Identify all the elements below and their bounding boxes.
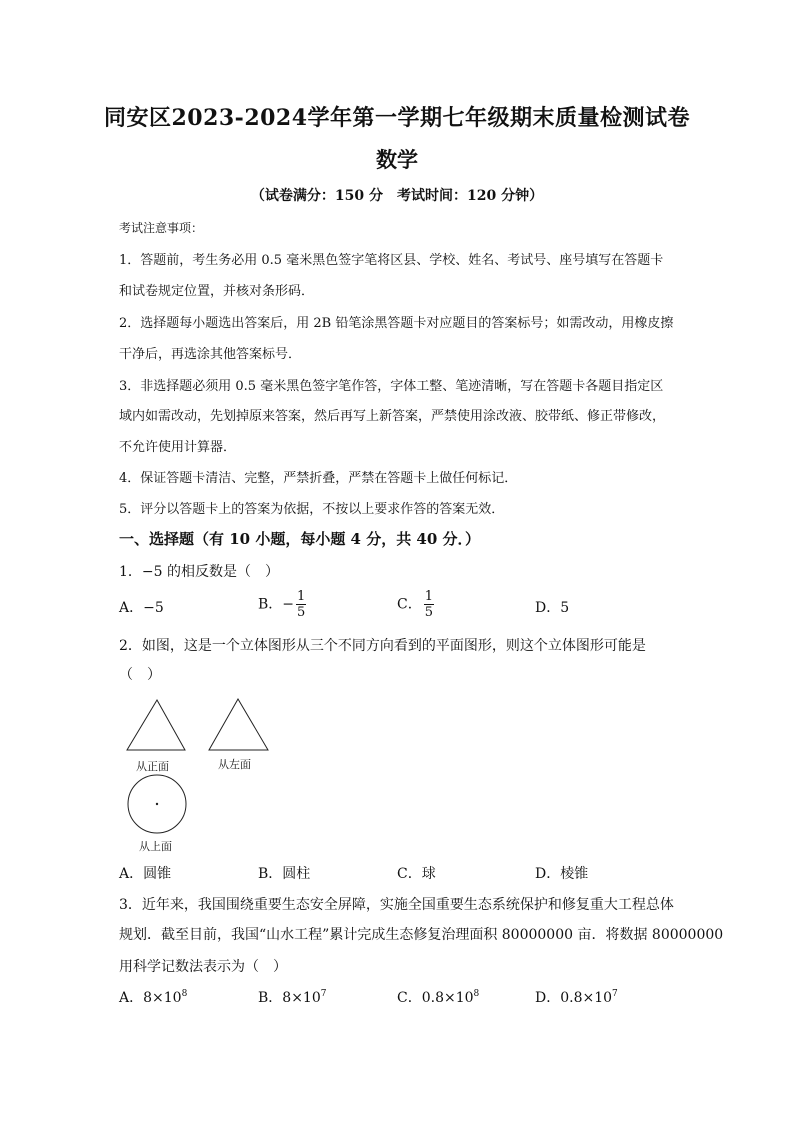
- note-line: 和试卷规定位置，并核对条形码．: [119, 284, 315, 299]
- subject-title: 数学: [376, 147, 418, 172]
- q1-option-a: A．−5: [119, 600, 164, 616]
- note-line: 4．保证答题卡清洁、完整，严禁折叠，严禁在答题卡上做任何标记．: [119, 471, 518, 486]
- section-title: 一、选择题（有 10 小题，每小题 4 分，共 40 分．）: [119, 530, 481, 548]
- fraction-numerator: 1: [297, 589, 306, 604]
- q2-option-b: B．圆柱: [258, 866, 311, 882]
- q2-option-a: A．圆锥: [119, 866, 172, 882]
- q3-option-d: [535, 987, 618, 1007]
- q3-option-d-base: D．0.8×10: [535, 990, 613, 1006]
- q1-option-c: [397, 589, 434, 620]
- note-line: 干净后，再选涂其他答案标号．: [119, 347, 302, 362]
- q3-option-c-base: C．0.8×10: [397, 990, 474, 1006]
- q1-option-b-fraction: [296, 589, 306, 620]
- exam-title: 同安区2023-2024学年第一学期七年级期末质量检测试卷: [103, 105, 691, 131]
- question-1-stem: 1．−5 的相反数是（ ）: [119, 564, 279, 580]
- question-2-paren: （ ）: [119, 667, 161, 683]
- q3-option-b-exponent: 7: [320, 989, 327, 999]
- q3-option-d-exponent: 7: [612, 989, 618, 999]
- label-left-view: 从左面: [218, 758, 251, 771]
- q2-option-d: D．棱锥: [535, 866, 589, 882]
- q3-option-c-exponent: 8: [473, 989, 480, 999]
- q1-option-c-prefix: C．: [397, 596, 422, 613]
- note-line: 2．选择题每小题选出答案后，用 2B 铅笔涂黑答题卡对应题目的答案标号；如需改动，用橡皮擦: [119, 316, 674, 331]
- three-view-figure: [120, 694, 280, 859]
- question-3-stem-line1: 3．近年来，我国围绕重要生态安全屏障，实施全国重要生态系统保护和修复重大工程总体: [119, 897, 674, 913]
- fraction-denominator: 5: [424, 605, 433, 620]
- q3-option-a-exponent: 8: [181, 989, 188, 999]
- label-top-view: 从上面: [139, 840, 172, 853]
- question-3-stem-line3: 用科学记数法表示为（ ）: [119, 959, 287, 975]
- top-view-center-dot: [156, 803, 158, 805]
- q1-option-c-fraction: [424, 589, 434, 620]
- q3-option-a: [119, 987, 187, 1007]
- fraction-numerator: 1: [424, 589, 433, 604]
- q2-option-c: C．球: [397, 866, 436, 882]
- question-3-stem-line2: 规划．截至目前，我国“山水工程”累计完成生态修复治理面积 80000000 亩．将数据 80000000: [119, 927, 724, 943]
- q3-option-c: [397, 987, 479, 1007]
- fraction-denominator: 5: [297, 605, 306, 620]
- q1-option-b-prefix: B．−: [258, 596, 295, 613]
- front-view-triangle: [127, 700, 185, 750]
- question-2-stem: 2．如图，这是一个立体图形从三个不同方向看到的平面图形，则这个立体图形可能是: [119, 638, 646, 654]
- left-view-triangle: [209, 699, 268, 750]
- score-time-info: （试卷满分：150 分 考试时间：120 分钟）: [250, 188, 544, 204]
- q3-option-b: [258, 987, 326, 1007]
- q3-option-b-base: B．8×10: [258, 990, 321, 1006]
- note-line: 1．答题前，考生务必用 0.5 毫米黑色签字笔将区县、学校、姓名、考试号、座号填写在答题卡: [119, 253, 664, 268]
- q3-option-a-base: A．8×10: [119, 990, 182, 1006]
- notes-heading: 考试注意事项：: [119, 221, 204, 235]
- note-line: 域内如需改动，先划掉原来答案，然后再写上新答案，严禁使用涂改液、胶带纸、修正带修改，: [119, 409, 666, 424]
- note-line: 不允许使用计算器．: [119, 440, 237, 455]
- q1-option-b: [258, 589, 306, 620]
- label-front-view: 从正面: [136, 760, 169, 773]
- note-line: 5．评分以答题卡上的答案为依据，不按以上要求作答的答案无效．: [119, 502, 505, 517]
- note-line: 3．非选择题必须用 0.5 毫米黑色签字笔作答，字体工整、笔迹清晰，写在答题卡各题目指定区: [119, 379, 664, 394]
- q1-option-d: D．5: [535, 600, 570, 616]
